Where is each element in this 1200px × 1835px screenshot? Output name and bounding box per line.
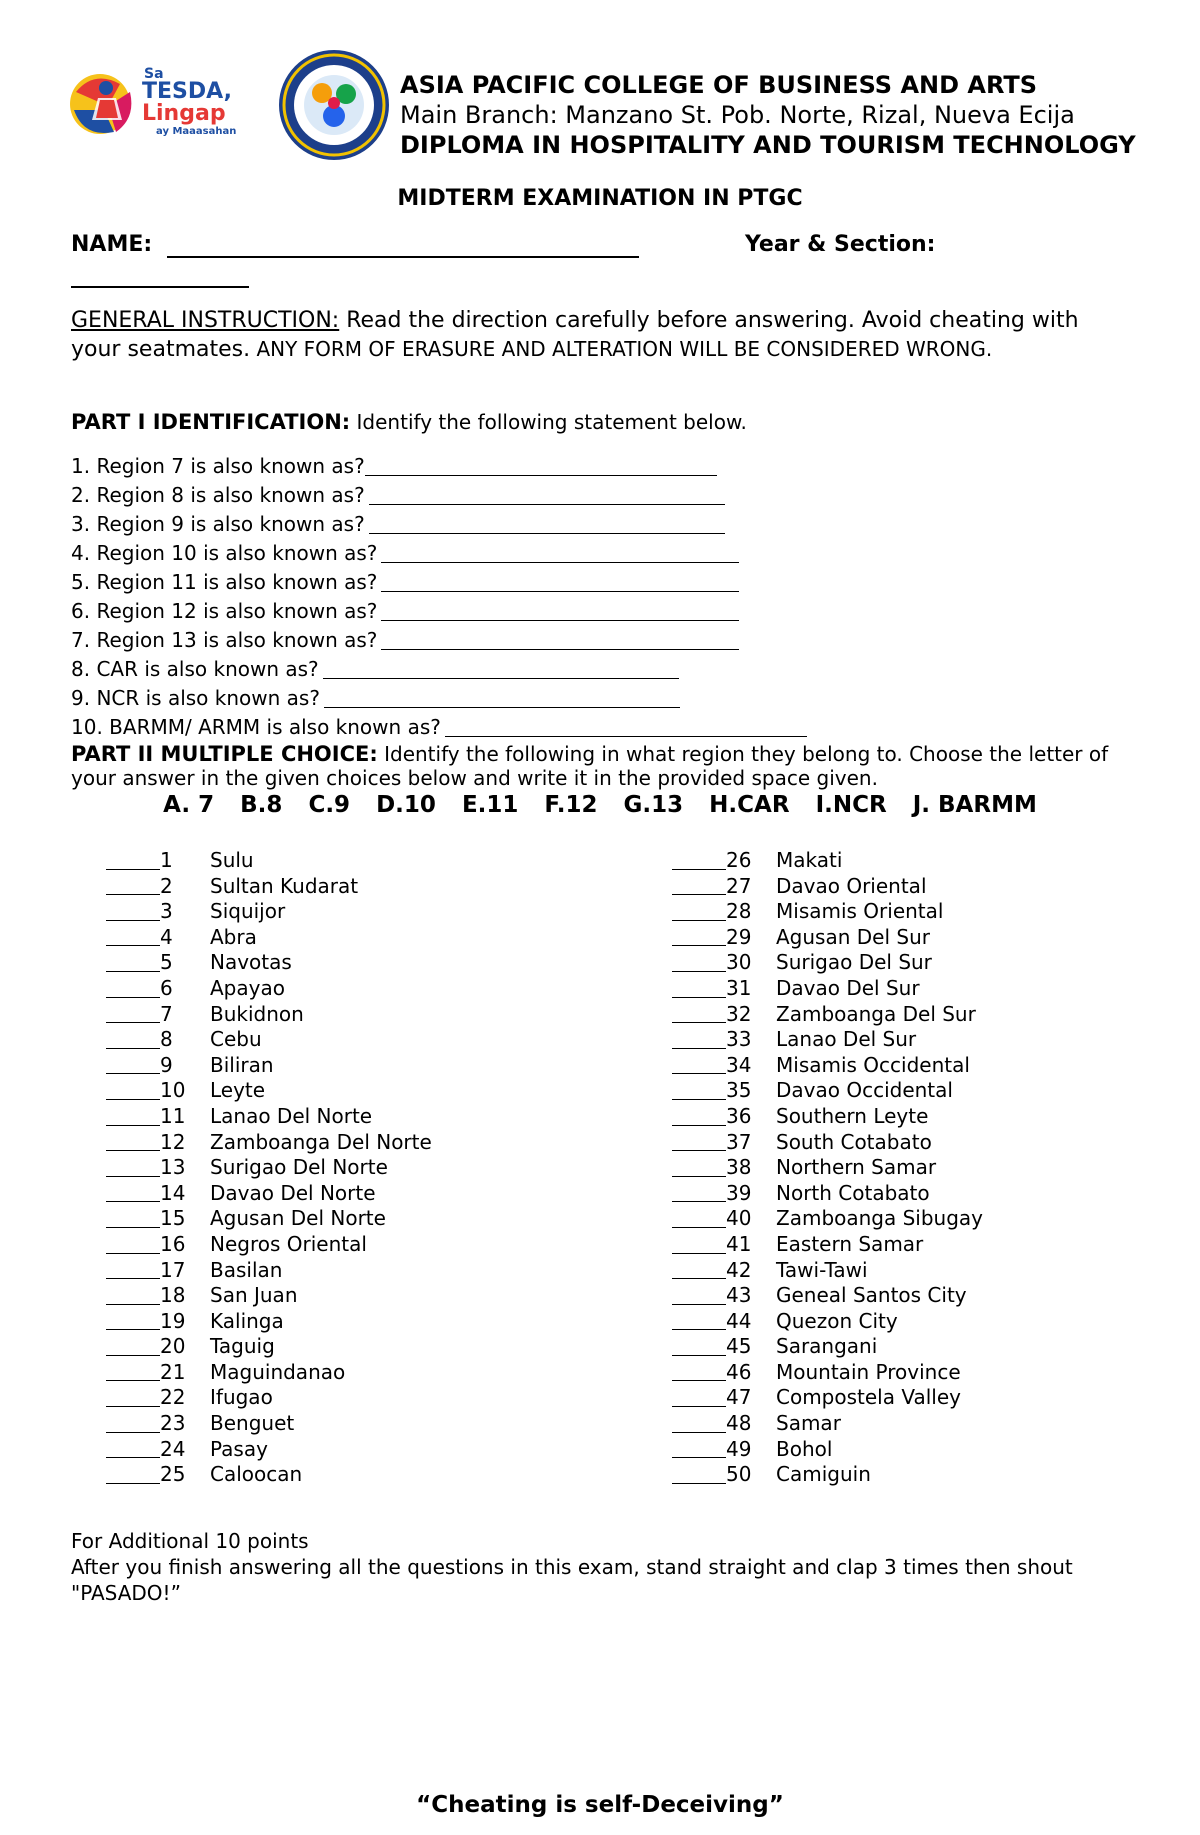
item-place-name: Eastern Samar bbox=[776, 1231, 924, 1256]
choice-option: G.13 bbox=[623, 792, 684, 818]
item-number: 8 bbox=[160, 1027, 173, 1052]
multiple-choice-right-column bbox=[672, 848, 983, 1488]
answer-blank[interactable] bbox=[323, 659, 679, 679]
item-number: 22 bbox=[160, 1385, 186, 1410]
answer-blank[interactable] bbox=[369, 485, 725, 505]
item-place-name: Camiguin bbox=[776, 1462, 871, 1487]
part2-text: Identify the following in what region they belong to. Choose the letter of your answer in the given choices below and write it in the provided space given. bbox=[71, 742, 1109, 790]
part1-label: PART I IDENTIFICATION: bbox=[71, 410, 351, 434]
item-place-name: Agusan Del Sur bbox=[776, 924, 930, 949]
choice-option: H.CAR bbox=[709, 792, 790, 818]
choice-option: I.NCR bbox=[815, 792, 887, 818]
item-number: 36 bbox=[726, 1103, 752, 1128]
item-place-name: Quezon City bbox=[776, 1308, 898, 1333]
choice-option: B.8 bbox=[240, 792, 283, 818]
answer-blank[interactable] bbox=[672, 1182, 726, 1202]
name-label: NAME: bbox=[71, 232, 153, 257]
item-number: 45 bbox=[726, 1334, 752, 1359]
multiple-choice-item bbox=[672, 1258, 983, 1284]
multiple-choice-item bbox=[672, 1437, 983, 1463]
item-number: 19 bbox=[160, 1308, 186, 1333]
additional-points-title: For Additional 10 points bbox=[71, 1529, 309, 1553]
answer-blank[interactable] bbox=[106, 1234, 160, 1254]
multiple-choice-item bbox=[106, 1181, 432, 1207]
item-place-name: Northern Samar bbox=[776, 1155, 937, 1180]
answer-blank[interactable] bbox=[672, 1003, 726, 1023]
multiple-choice-item bbox=[672, 1309, 983, 1335]
answer-blank[interactable] bbox=[106, 1157, 160, 1177]
name-field-line[interactable] bbox=[167, 256, 639, 258]
answer-blank[interactable] bbox=[106, 1182, 160, 1202]
item-place-name: Caloocan bbox=[210, 1462, 303, 1487]
item-number: 27 bbox=[726, 873, 752, 898]
item-number: 30 bbox=[726, 950, 752, 975]
identification-item bbox=[71, 655, 807, 684]
multiple-choice-item bbox=[672, 1334, 983, 1360]
multiple-choice-item bbox=[106, 1462, 432, 1488]
item-place-name: Navotas bbox=[210, 950, 292, 975]
general-instruction-warning: ANY FORM OF ERASURE AND ALTERATION WILL BE CONSIDERED WRONG. bbox=[250, 337, 993, 361]
multiple-choice-item bbox=[106, 1206, 432, 1232]
item-number: 3 bbox=[160, 899, 173, 924]
answer-blank[interactable] bbox=[672, 1234, 726, 1254]
multiple-choice-item bbox=[672, 1078, 983, 1104]
multiple-choice-item bbox=[106, 1437, 432, 1463]
item-number: 47 bbox=[726, 1385, 752, 1410]
answer-blank[interactable] bbox=[672, 1285, 726, 1305]
multiple-choice-item bbox=[106, 1309, 432, 1335]
item-number: 32 bbox=[726, 1001, 752, 1026]
answer-blank[interactable] bbox=[381, 630, 739, 650]
item-number: 23 bbox=[160, 1411, 186, 1436]
item-number: 48 bbox=[726, 1411, 752, 1436]
item-place-name: Geneal Santos City bbox=[776, 1283, 967, 1308]
item-number: 5 bbox=[160, 950, 173, 975]
identification-question: 9. NCR is also known as? bbox=[71, 686, 320, 710]
answer-blank[interactable] bbox=[106, 1361, 160, 1381]
answer-blank[interactable] bbox=[369, 514, 725, 534]
answer-blank[interactable] bbox=[672, 1387, 726, 1407]
answer-blank[interactable] bbox=[365, 456, 717, 476]
item-place-name: Agusan Del Norte bbox=[210, 1206, 386, 1231]
answer-blank[interactable] bbox=[672, 1310, 726, 1330]
multiple-choice-item bbox=[672, 1155, 983, 1181]
general-instruction-label: GENERAL INSTRUCTION: bbox=[71, 308, 340, 333]
item-place-name: South Cotabato bbox=[776, 1129, 932, 1154]
choice-option: D.10 bbox=[376, 792, 436, 818]
item-number: 11 bbox=[160, 1103, 186, 1128]
item-place-name: Samar bbox=[776, 1411, 841, 1436]
identification-item bbox=[71, 481, 807, 510]
item-place-name: Lanao Del Norte bbox=[210, 1103, 373, 1128]
item-number: 29 bbox=[726, 924, 752, 949]
item-number: 21 bbox=[160, 1359, 186, 1384]
item-place-name: Benguet bbox=[210, 1411, 295, 1436]
tesda-logo-text-sa: Sa bbox=[144, 66, 164, 82]
item-place-name: Zamboanga Del Norte bbox=[210, 1129, 432, 1154]
item-number: 37 bbox=[726, 1129, 752, 1154]
multiple-choice-item bbox=[672, 1002, 983, 1028]
item-place-name: Negros Oriental bbox=[210, 1231, 367, 1256]
item-number: 42 bbox=[726, 1257, 752, 1282]
item-number: 12 bbox=[160, 1129, 186, 1154]
multiple-choice-item bbox=[106, 1155, 432, 1181]
multiple-choice-item bbox=[106, 1053, 432, 1079]
item-place-name: Pasay bbox=[210, 1436, 268, 1461]
item-place-name: Lanao Del Sur bbox=[776, 1027, 917, 1052]
answer-blank[interactable] bbox=[106, 1336, 160, 1356]
multiple-choice-item bbox=[672, 1283, 983, 1309]
additional-points-note bbox=[71, 1528, 1131, 1606]
answer-blank[interactable] bbox=[106, 978, 160, 998]
item-place-name: Davao Del Sur bbox=[776, 975, 920, 1000]
answer-blank[interactable] bbox=[106, 1003, 160, 1023]
tesda-logo-text-lingap: Lingap bbox=[142, 101, 226, 126]
multiple-choice-item bbox=[106, 1078, 432, 1104]
choice-option: E.11 bbox=[461, 792, 519, 818]
multiple-choice-item bbox=[106, 976, 432, 1002]
answer-blank[interactable] bbox=[381, 543, 739, 563]
answer-blank[interactable] bbox=[106, 952, 160, 972]
identification-item bbox=[71, 684, 807, 713]
item-number: 10 bbox=[160, 1078, 186, 1103]
answer-blank[interactable] bbox=[672, 1361, 726, 1381]
multiple-choice-item bbox=[106, 874, 432, 900]
multiple-choice-item bbox=[672, 1385, 983, 1411]
item-place-name: Maguindanao bbox=[210, 1359, 346, 1384]
multiple-choice-item bbox=[672, 950, 983, 976]
item-number: 31 bbox=[726, 975, 752, 1000]
item-number: 1 bbox=[160, 848, 173, 872]
part2-label: PART II MULTIPLE CHOICE: bbox=[71, 742, 378, 766]
program-name: DIPLOMA IN HOSPITALITY AND TOURISM TECHNOLOGY bbox=[400, 131, 1136, 159]
year-section-field-line[interactable] bbox=[71, 286, 249, 288]
multiple-choice-item bbox=[106, 1360, 432, 1386]
multiple-choice-item bbox=[106, 848, 432, 874]
item-number: 26 bbox=[726, 848, 752, 872]
item-place-name: Bohol bbox=[776, 1436, 833, 1461]
item-place-name: Ifugao bbox=[210, 1385, 273, 1410]
item-place-name: Kalinga bbox=[210, 1308, 284, 1333]
identification-item bbox=[71, 539, 807, 568]
college-seal-logo bbox=[277, 48, 391, 162]
answer-blank[interactable] bbox=[672, 952, 726, 972]
item-number: 6 bbox=[160, 975, 173, 1000]
item-number: 20 bbox=[160, 1334, 186, 1359]
answer-blank[interactable] bbox=[106, 1259, 160, 1279]
multiple-choice-item bbox=[106, 1334, 432, 1360]
item-number: 7 bbox=[160, 1001, 173, 1026]
identification-list bbox=[71, 452, 807, 742]
choice-option: F.12 bbox=[544, 792, 598, 818]
multiple-choice-item bbox=[106, 1283, 432, 1309]
item-number: 44 bbox=[726, 1308, 752, 1333]
identification-question: 6. Region 12 is also known as? bbox=[71, 599, 378, 623]
answer-blank[interactable] bbox=[672, 1259, 726, 1279]
identification-item bbox=[71, 452, 807, 481]
identification-item bbox=[71, 568, 807, 597]
identification-question: 3. Region 9 is also known as? bbox=[71, 512, 365, 536]
multiple-choice-item bbox=[672, 1360, 983, 1386]
answer-blank[interactable] bbox=[672, 850, 726, 870]
item-number: 18 bbox=[160, 1283, 186, 1308]
item-number: 40 bbox=[726, 1206, 752, 1231]
answer-blank[interactable] bbox=[106, 1310, 160, 1330]
part1-text: Identify the following statement below. bbox=[350, 410, 747, 434]
answer-blank[interactable] bbox=[672, 1131, 726, 1151]
item-place-name: Makati bbox=[776, 848, 843, 872]
item-place-name: Davao Del Norte bbox=[210, 1180, 376, 1205]
item-number: 25 bbox=[160, 1462, 186, 1487]
item-place-name: Zamboanga Del Sur bbox=[776, 1001, 976, 1026]
item-place-name: Misamis Occidental bbox=[776, 1052, 970, 1077]
item-number: 2 bbox=[160, 873, 173, 898]
multiple-choice-item bbox=[672, 925, 983, 951]
item-place-name: Sarangani bbox=[776, 1334, 878, 1359]
multiple-choice-item bbox=[106, 899, 432, 925]
item-place-name: Bukidnon bbox=[210, 1001, 304, 1026]
answer-blank[interactable] bbox=[672, 1208, 726, 1228]
item-place-name: Abra bbox=[210, 924, 257, 949]
item-number: 13 bbox=[160, 1155, 186, 1180]
identification-question: 5. Region 11 is also known as? bbox=[71, 570, 378, 594]
answer-blank[interactable] bbox=[106, 875, 160, 895]
additional-points-text: After you finish answering all the questions in this exam, stand straight and clap 3 times then shout "PASADO!” bbox=[71, 1555, 1073, 1605]
college-name: ASIA PACIFIC COLLEGE OF BUSINESS AND ARTS bbox=[400, 71, 1038, 99]
item-number: 35 bbox=[726, 1078, 752, 1103]
identification-question: 10. BARMM/ ARMM is also known as? bbox=[71, 715, 441, 739]
general-instruction bbox=[71, 306, 1131, 364]
multiple-choice-item bbox=[672, 1462, 983, 1488]
answer-blank[interactable] bbox=[672, 1106, 726, 1126]
multiple-choice-item bbox=[672, 848, 983, 874]
identification-item bbox=[71, 510, 807, 539]
identification-question: 2. Region 8 is also known as? bbox=[71, 483, 365, 507]
item-place-name: Biliran bbox=[210, 1052, 274, 1077]
item-number: 49 bbox=[726, 1436, 752, 1461]
item-number: 24 bbox=[160, 1436, 186, 1461]
answer-blank[interactable] bbox=[106, 926, 160, 946]
item-place-name: Siquijor bbox=[210, 899, 286, 924]
item-place-name: Sulu bbox=[210, 848, 254, 872]
item-number: 9 bbox=[160, 1052, 173, 1077]
answer-blank[interactable] bbox=[672, 978, 726, 998]
identification-item bbox=[71, 597, 807, 626]
answer-blank[interactable] bbox=[106, 1208, 160, 1228]
multiple-choice-item bbox=[106, 1130, 432, 1156]
college-address: Main Branch: Manzano St. Pob. Norte, Rizal, Nueva Ecija bbox=[400, 101, 1075, 129]
item-number: 38 bbox=[726, 1155, 752, 1180]
item-number: 43 bbox=[726, 1283, 752, 1308]
answer-blank[interactable] bbox=[106, 1029, 160, 1049]
item-number: 33 bbox=[726, 1027, 752, 1052]
year-section-label: Year & Section: bbox=[745, 232, 936, 257]
answer-blank[interactable] bbox=[672, 1464, 726, 1484]
answer-blank[interactable] bbox=[672, 1438, 726, 1458]
multiple-choice-item bbox=[106, 1002, 432, 1028]
multiple-choice-item bbox=[672, 1053, 983, 1079]
item-place-name: Cebu bbox=[210, 1027, 262, 1052]
answer-blank[interactable] bbox=[106, 901, 160, 921]
identification-item bbox=[71, 626, 807, 655]
answer-blank[interactable] bbox=[672, 1157, 726, 1177]
answer-blank[interactable] bbox=[381, 601, 739, 621]
multiple-choice-item bbox=[672, 899, 983, 925]
answer-blank[interactable] bbox=[381, 572, 739, 592]
identification-question: 8. CAR is also known as? bbox=[71, 657, 319, 681]
item-number: 28 bbox=[726, 899, 752, 924]
multiple-choice-item bbox=[672, 976, 983, 1002]
answer-blank[interactable] bbox=[672, 1080, 726, 1100]
answer-blank[interactable] bbox=[672, 926, 726, 946]
choice-option: C.9 bbox=[308, 792, 351, 818]
answer-blank[interactable] bbox=[106, 1285, 160, 1305]
general-instruction-text: Read the direction carefully before answering. Avoid cheating with your seatmates. bbox=[71, 308, 1079, 362]
answer-blank[interactable] bbox=[445, 717, 807, 737]
identification-item bbox=[71, 713, 807, 742]
item-number: 4 bbox=[160, 924, 173, 949]
choice-option: J. BARMM bbox=[912, 792, 1037, 818]
item-place-name: Misamis Oriental bbox=[776, 899, 944, 924]
answer-blank[interactable] bbox=[106, 1464, 160, 1484]
answer-blank[interactable] bbox=[106, 850, 160, 870]
answer-blank[interactable] bbox=[106, 1413, 160, 1433]
answer-blank[interactable] bbox=[106, 1387, 160, 1407]
multiple-choice-item bbox=[672, 1027, 983, 1053]
item-place-name: Davao Occidental bbox=[776, 1078, 953, 1103]
answer-blank[interactable] bbox=[106, 1080, 160, 1100]
multiple-choice-item bbox=[106, 925, 432, 951]
answer-blank[interactable] bbox=[106, 1106, 160, 1126]
item-number: 17 bbox=[160, 1257, 186, 1282]
multiple-choice-item bbox=[106, 1232, 432, 1258]
multiple-choice-item bbox=[672, 1104, 983, 1130]
answer-blank[interactable] bbox=[324, 688, 680, 708]
multiple-choice-item bbox=[672, 1130, 983, 1156]
item-number: 39 bbox=[726, 1180, 752, 1205]
item-number: 50 bbox=[726, 1462, 752, 1487]
answer-blank[interactable] bbox=[672, 1336, 726, 1356]
item-place-name: Basilan bbox=[210, 1257, 283, 1282]
item-number: 16 bbox=[160, 1231, 186, 1256]
item-place-name: Taguig bbox=[210, 1334, 275, 1359]
multiple-choice-left-column bbox=[106, 848, 432, 1488]
multiple-choice-item bbox=[106, 1385, 432, 1411]
item-number: 46 bbox=[726, 1359, 752, 1384]
item-place-name: Surigao Del Norte bbox=[210, 1155, 388, 1180]
multiple-choice-item bbox=[672, 1411, 983, 1437]
tesda-lingap-logo bbox=[64, 62, 264, 142]
answer-choices bbox=[0, 792, 1200, 818]
item-number: 15 bbox=[160, 1206, 186, 1231]
exam-title: MIDTERM EXAMINATION IN PTGC bbox=[397, 186, 803, 211]
multiple-choice-item bbox=[672, 1232, 983, 1258]
item-place-name: Apayao bbox=[210, 975, 285, 1000]
identification-question: 1. Region 7 is also known as? bbox=[71, 454, 365, 478]
answer-blank[interactable] bbox=[106, 1438, 160, 1458]
item-place-name: Sultan Kudarat bbox=[210, 873, 359, 898]
identification-question: 4. Region 10 is also known as? bbox=[71, 541, 378, 565]
multiple-choice-item bbox=[106, 1027, 432, 1053]
part1-heading bbox=[71, 410, 747, 434]
item-place-name: Southern Leyte bbox=[776, 1103, 929, 1128]
multiple-choice-item bbox=[106, 1104, 432, 1130]
tesda-logo-text-tesda: TESDA, bbox=[142, 79, 232, 104]
item-place-name: San Juan bbox=[210, 1283, 298, 1308]
answer-blank[interactable] bbox=[672, 901, 726, 921]
choice-option: A. 7 bbox=[163, 792, 215, 818]
answer-blank[interactable] bbox=[106, 1054, 160, 1074]
answer-blank[interactable] bbox=[672, 875, 726, 895]
item-place-name: Davao Oriental bbox=[776, 873, 927, 898]
answer-blank[interactable] bbox=[672, 1054, 726, 1074]
answer-blank[interactable] bbox=[672, 1413, 726, 1433]
item-number: 14 bbox=[160, 1180, 186, 1205]
tesda-logo-text-tagline: ay Maaasahan bbox=[156, 126, 237, 137]
answer-blank[interactable] bbox=[106, 1131, 160, 1151]
footer-quote: “Cheating is self-Deceiving” bbox=[416, 1792, 784, 1818]
item-place-name: Mountain Province bbox=[776, 1359, 961, 1384]
item-number: 34 bbox=[726, 1052, 752, 1077]
item-place-name: Leyte bbox=[210, 1078, 266, 1103]
item-place-name: Zamboanga Sibugay bbox=[776, 1206, 984, 1231]
multiple-choice-item bbox=[106, 1258, 432, 1284]
part2-heading bbox=[71, 742, 1141, 790]
item-number: 41 bbox=[726, 1231, 752, 1256]
multiple-choice-item bbox=[672, 874, 983, 900]
item-place-name: Tawi-Tawi bbox=[776, 1257, 868, 1282]
identification-question: 7. Region 13 is also known as? bbox=[71, 628, 378, 652]
multiple-choice-item bbox=[106, 950, 432, 976]
item-place-name: North Cotabato bbox=[776, 1180, 930, 1205]
item-place-name: Compostela Valley bbox=[776, 1385, 961, 1410]
multiple-choice-item bbox=[672, 1206, 983, 1232]
multiple-choice-item bbox=[106, 1411, 432, 1437]
item-place-name: Surigao Del Sur bbox=[776, 950, 932, 975]
answer-blank[interactable] bbox=[672, 1029, 726, 1049]
multiple-choice-item bbox=[672, 1181, 983, 1207]
